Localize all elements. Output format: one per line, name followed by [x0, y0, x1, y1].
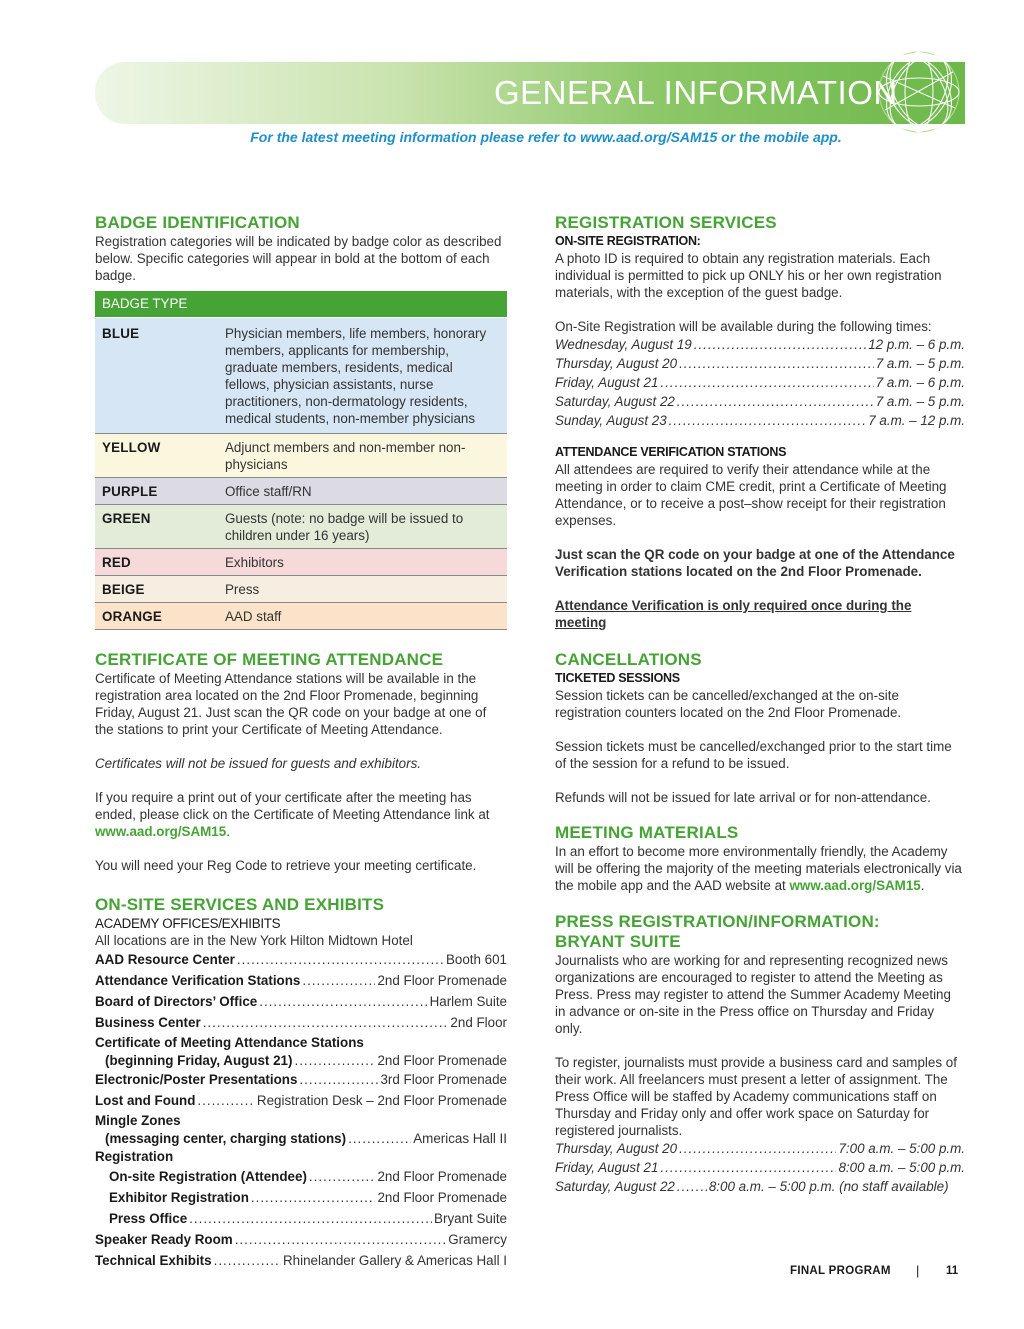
list-item: Press Office ..... Bryant Suite	[95, 1208, 507, 1229]
cancellations-p1: Session tickets can be cancelled/exchanged at the on-site registration counters located on the 2nd Floor Promenade.	[555, 688, 902, 720]
certificate-heading: CERTIFICATE OF MEETING ATTENDANCE	[95, 649, 444, 669]
badge-intro: Registration categories will be indicated by badge color as described below. Specific categories will appear in bold at the bottom of each badge.	[95, 234, 502, 283]
badge-desc: Press	[218, 575, 507, 602]
list-item: Business Center ..... 2nd Floor	[95, 1012, 507, 1033]
cancellations-p3: Refunds will not be issued for late arrival or for non-attendance.	[555, 790, 931, 805]
list-item: AAD Resource Center ..... Booth 601	[95, 949, 507, 970]
list-item: On-site Registration (Attendee) ..... 2nd Floor Promenade	[95, 1166, 507, 1187]
certificate-link-paragraph	[95, 789, 507, 840]
onsite-note: All locations are in the New York Hilton Midtown Hotel	[95, 932, 413, 948]
badge-color: BLUE	[95, 317, 218, 433]
globe-icon	[873, 46, 965, 138]
list-item-title: Registration	[95, 1148, 174, 1164]
list-item: Board of Directors’ Office ..... Harlem Suite	[95, 991, 507, 1012]
table-row	[95, 548, 507, 575]
onsite-heading: ON-SITE SERVICES AND EXHIBITS	[95, 894, 385, 914]
materials-end: .	[920, 878, 925, 893]
list-item: Exhibitor Registration ..... 2nd Floor Promenade	[95, 1187, 507, 1208]
certificate-note: Certificates will not be issued for guests and exhibitors.	[95, 755, 421, 771]
badge-color: PURPLE	[95, 477, 218, 504]
badge-color: YELLOW	[95, 433, 218, 477]
certificate-link-end: .	[226, 823, 230, 839]
certificate-link[interactable]: www.aad.org/SAM15	[95, 823, 227, 839]
registration-heading: REGISTRATION SERVICES	[555, 213, 777, 232]
cancellations-heading: CANCELLATIONS	[555, 650, 702, 669]
badge-desc: Exhibitors	[218, 548, 507, 575]
list-item: Friday, August 21 ..... 7 a.m. – 6 p.m.	[555, 373, 965, 392]
list-item: Saturday, August 22 ..... 8:00 a.m. – 5:00 p.m. (no staff available)	[555, 1177, 965, 1196]
badge-color: ORANGE	[95, 602, 218, 629]
verification-instructions: Just scan the QR code on your badge at one of the Attendance Verification stations located on the 2nd Floor Promenade.	[555, 547, 955, 579]
press-p2: To register, journalists must provide a business card and samples of their work. All freelancers must present a letter of assignment. The Press Office will be staffed by Academy communications staff on Thursday and Friday only and offer work space on Saturday for registered journalists.	[555, 1055, 957, 1138]
list-item: Sunday, August 23 ..... 7 a.m. – 12 p.m.	[555, 411, 965, 430]
certificate-link-text: If you require a print out of your certificate after the meeting has ended, please click on the Certificate of Meeting Attendance link at	[95, 789, 490, 822]
press-heading: PRESS REGISTRATION/INFORMATION:	[555, 912, 880, 931]
badge-desc: Office staff/RN	[218, 477, 507, 504]
cancellations-subheading: TICKETED SESSIONS	[555, 671, 680, 685]
list-item: Saturday, August 22 ..... 7 a.m. – 5 p.m.	[555, 392, 965, 411]
footer-separator: |	[916, 1263, 920, 1278]
badge-color: GREEN	[95, 504, 218, 548]
cancellations-p2: Session tickets must be cancelled/exchanged prior to the start time of the session for a refund to be issued.	[555, 739, 952, 771]
badge-desc: Guests (note: no badge will be issued to children under 16 years)	[218, 504, 507, 548]
intro-text: For the latest meeting information please refer to www.aad.org/SAM15 or the mobile app.	[250, 129, 842, 145]
footer-label: FINAL PROGRAM	[790, 1265, 891, 1277]
registration-schedule	[555, 335, 965, 430]
verification-subheading: ATTENDANCE VERIFICATION STATIONS	[555, 445, 787, 459]
registration-times-intro: On-Site Registration will be available during the following times:	[555, 319, 932, 334]
press-heading-suite: BRYANT SUITE	[555, 932, 681, 951]
table-row	[95, 504, 507, 548]
list-item-title: Mingle Zones	[95, 1112, 181, 1128]
badge-color: RED	[95, 548, 218, 575]
table-row	[95, 477, 507, 504]
verification-paragraph: All attendees are required to verify their attendance while at the meeting in order to claim CME credit, print a Certificate of Meeting Attendance, or to receive a post–show receipt for their registration expenses.	[555, 462, 947, 528]
list-item: Attendance Verification Stations ..... 2nd Floor Promenade	[95, 970, 507, 991]
badge-desc: Adjunct members and non-member non-physicians	[218, 433, 507, 477]
onsite-subheading: ACADEMY OFFICES/EXHIBITS	[95, 915, 281, 931]
badge-desc: Physician members, life members, honorary members, applicants for membership, graduate members, residents, medical fellows, physician assistants, nurse practitioners, non-dermatology residents, medical students, non-member physicians	[218, 317, 507, 433]
materials-paragraph	[555, 843, 965, 894]
badge-heading: BADGE IDENTIFICATION	[95, 213, 300, 232]
certificate-paragraph: Certificate of Meeting Attendance stations will be available in the registration area located on the 2nd Floor Promenade, beginning Friday, August 21. Just scan the QR code on your badge at one of the stations to print your Certificate of Meeting Attendance.	[95, 670, 487, 737]
list-item: (beginning Friday, August 21) ..... 2nd Floor Promenade	[95, 1052, 507, 1069]
list-item: Lost and Found ..... Registration Desk – 2nd Floor Promenade	[95, 1090, 507, 1111]
table-row	[95, 575, 507, 602]
list-item: (messaging center, charging stations) ..... Americas Hall II	[95, 1130, 507, 1147]
list-item: Electronic/Poster Presentations ..... 3rd Floor Promenade	[95, 1069, 507, 1090]
materials-link[interactable]: www.aad.org/SAM15	[789, 878, 921, 893]
verification-note: Attendance Verification is only required once during the meeting	[555, 598, 912, 630]
list-item: Wednesday, August 19 ..... 12 p.m. – 6 p.m.	[555, 335, 965, 354]
left-column	[95, 213, 507, 1271]
table-row	[95, 433, 507, 477]
registration-paragraph: A photo ID is required to obtain any registration materials. Each individual is permitted to pick up ONLY his or her own registration materials, with the exception of the guest badge.	[555, 251, 942, 300]
materials-heading: MEETING MATERIALS	[555, 823, 739, 842]
table-row	[95, 602, 507, 629]
page-number: 11	[946, 1265, 959, 1277]
badge-color: BEIGE	[95, 575, 218, 602]
certificate-regcode: You will need your Reg Code to retrieve your meeting certificate.	[95, 857, 477, 873]
right-column	[555, 213, 965, 1196]
badge-desc: AAD staff	[218, 602, 507, 629]
list-item: Technical Exhibits ..... Rhinelander Gallery & Americas Hall I	[95, 1250, 507, 1271]
page-title: GENERAL INFORMATION	[494, 74, 898, 111]
list-item: Thursday, August 20 ..... 7 a.m. – 5 p.m.	[555, 354, 965, 373]
press-p1: Journalists who are working for and representing recognized news organizations are encouraged to register to attend the Meeting as Press. Press may register to attend the Summer Academy Meeting in advance or on-site in the Press office on Thursday and Friday only.	[555, 953, 951, 1036]
badge-table	[95, 291, 507, 630]
registration-subheading: ON-SITE REGISTRATION:	[555, 234, 701, 248]
list-item: Thursday, August 20 ..... 7:00 a.m. – 5:00 p.m.	[555, 1139, 965, 1158]
list-item-title: Certificate of Meeting Attendance Stations	[95, 1034, 364, 1050]
press-schedule	[555, 1139, 965, 1196]
badge-table-header: BADGE TYPE	[95, 291, 507, 317]
materials-text: In an effort to become more environmentally friendly, the Academy will be offering the majority of the meeting materials electronically via the mobile app and the AAD website at	[555, 844, 962, 893]
list-item: Friday, August 21 ..... 8:00 a.m. – 5:00 p.m.	[555, 1158, 965, 1177]
list-item: Speaker Ready Room ..... Gramercy	[95, 1229, 507, 1250]
table-row	[95, 317, 507, 433]
